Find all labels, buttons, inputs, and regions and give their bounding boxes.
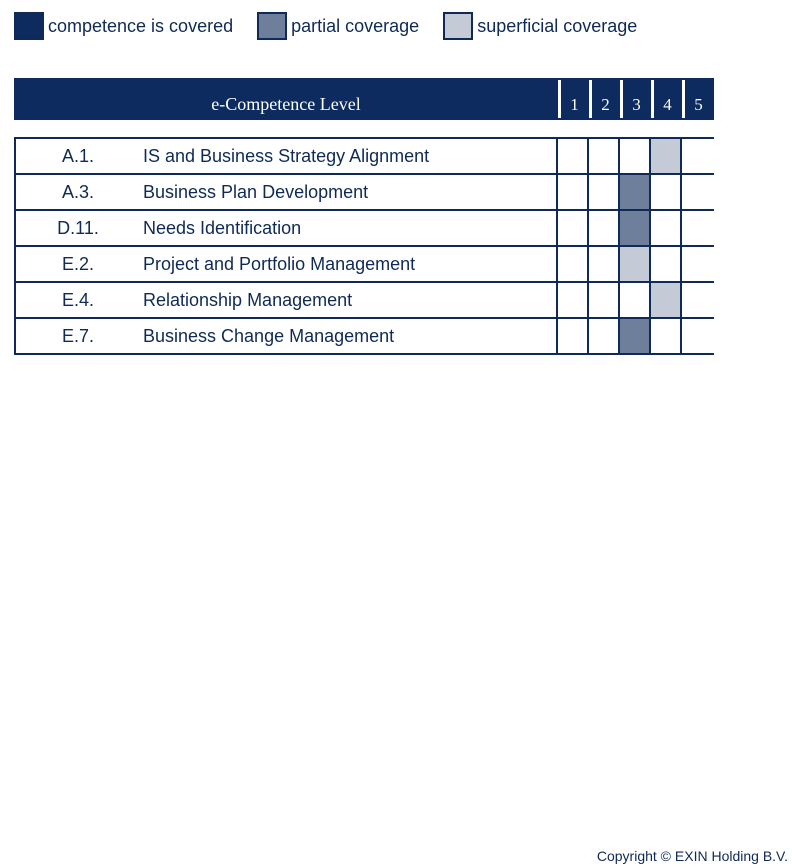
table-row (14, 247, 714, 283)
level-cell-3 (620, 211, 651, 245)
competence-cell (14, 139, 558, 173)
competence-name: Needs Identification (143, 218, 302, 238)
level-cell-3 (620, 139, 651, 173)
competence-cell (14, 283, 558, 317)
level-cell-4 (651, 175, 682, 209)
competence-code: E.2. (61, 254, 95, 274)
competence-name: Relationship Management (143, 290, 353, 310)
legend-swatch-superficial (443, 12, 473, 40)
level-cell-2 (589, 211, 620, 245)
level-cell-2 (589, 319, 620, 353)
level-cell-5 (682, 247, 714, 281)
level-cell-4 (651, 319, 682, 353)
level-cell-3 (620, 319, 651, 353)
table-row (14, 211, 714, 247)
legend-swatch-partial (257, 12, 287, 40)
level-cell-1 (558, 319, 589, 353)
header-level-5: 5 (682, 80, 712, 118)
legend-swatch-covered (14, 12, 44, 40)
competence-code: A.3. (61, 182, 95, 202)
competence-cell (14, 211, 558, 245)
level-cell-2 (589, 247, 620, 281)
level-cell-3 (620, 283, 651, 317)
competence-name: IS and Business Strategy Alignment (143, 146, 430, 166)
table-header (14, 78, 714, 120)
header-level-2: 2 (589, 80, 619, 118)
copyright: Copyright © EXIN Holding B.V. (596, 848, 788, 864)
competence-cell (14, 319, 558, 353)
competence-code: D.11. (57, 218, 99, 238)
level-cell-1 (558, 139, 589, 173)
level-cell-1 (558, 247, 589, 281)
legend (14, 10, 661, 42)
level-cell-5 (682, 211, 714, 245)
table-row (14, 319, 714, 355)
legend-label-covered: competence is covered (48, 15, 234, 36)
level-cell-2 (589, 139, 620, 173)
competence-cell (14, 247, 558, 281)
level-cell-2 (589, 283, 620, 317)
level-cell-5 (682, 319, 714, 353)
level-cell-5 (682, 139, 714, 173)
competence-code: E.7. (61, 326, 95, 346)
legend-label-partial: partial coverage (291, 15, 420, 36)
legend-item-partial (257, 12, 419, 40)
table-row (14, 283, 714, 319)
competence-code: E.4. (61, 290, 95, 310)
competence-name: Business Plan Development (143, 182, 369, 202)
level-cell-3 (620, 247, 651, 281)
header-level-4: 4 (651, 80, 681, 118)
legend-item-covered (14, 12, 233, 40)
level-cell-1 (558, 211, 589, 245)
level-cell-5 (682, 283, 714, 317)
header-level-1: 1 (558, 80, 588, 118)
level-cell-1 (558, 175, 589, 209)
competence-code: A.1. (61, 146, 95, 166)
table-row (14, 175, 714, 211)
competence-name: Business Change Management (143, 326, 395, 346)
level-cell-4 (651, 211, 682, 245)
level-cell-1 (558, 283, 589, 317)
legend-item-superficial (443, 12, 637, 40)
competence-table (14, 137, 714, 355)
level-cell-4 (651, 247, 682, 281)
header-title: e-Competence Level (211, 94, 361, 114)
level-cell-4 (651, 283, 682, 317)
legend-label-superficial: superficial coverage (477, 15, 638, 36)
level-cell-4 (651, 139, 682, 173)
level-cell-5 (682, 175, 714, 209)
level-cell-3 (620, 175, 651, 209)
level-cell-2 (589, 175, 620, 209)
header-level-3: 3 (620, 80, 650, 118)
table-row (14, 139, 714, 175)
competence-cell (14, 175, 558, 209)
competence-name: Project and Portfolio Management (143, 254, 416, 274)
